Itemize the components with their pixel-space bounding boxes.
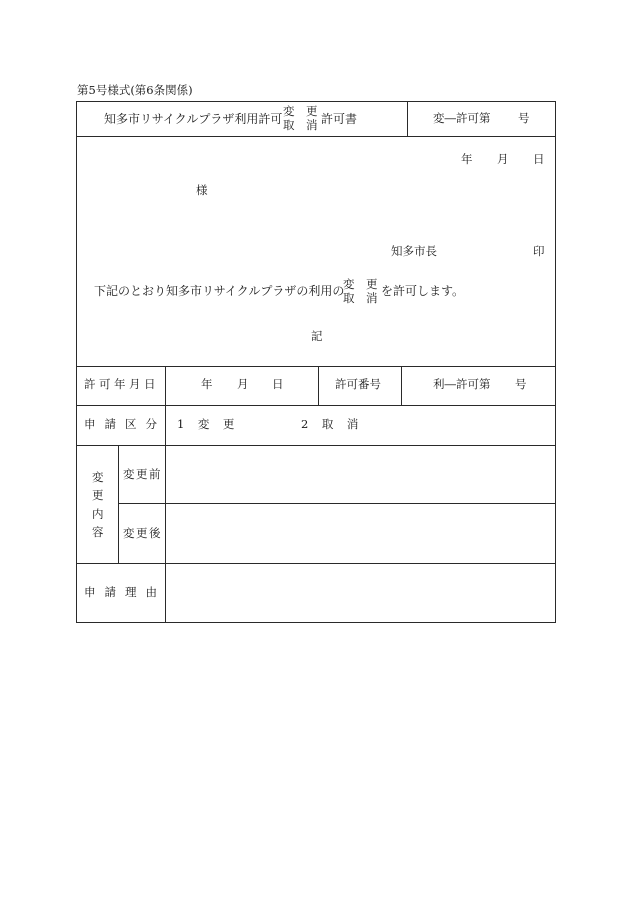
permit-date-day: 日 (272, 377, 284, 391)
change-content-char-2: 更 (92, 488, 104, 503)
notice-body-stack-top: 変 更 (343, 277, 378, 291)
permit-date-month: 月 (237, 377, 249, 391)
border-type-row-bottom (76, 445, 556, 446)
application-option-change: 1 変 更 (177, 417, 236, 431)
addressee-suffix: 様 (196, 183, 208, 197)
seal-mark: 印 (533, 244, 545, 258)
title-suffix: 許可書 (321, 112, 358, 126)
border-top (76, 101, 556, 102)
border-bottom (76, 622, 556, 623)
before-change-label: 変更前 (123, 467, 162, 481)
border-number-divider (401, 366, 402, 405)
border-change-row-bottom (76, 563, 556, 564)
notice-body-stack (343, 277, 378, 306)
border-date-divider (318, 366, 319, 405)
change-content-char-4: 容 (92, 525, 104, 540)
notice-body-stack-bottom: 取 消 (343, 291, 378, 306)
change-content-label (92, 468, 104, 542)
title-stack (283, 104, 318, 133)
border-label-column (165, 366, 166, 622)
border-change-sublabel (118, 445, 119, 563)
notice-date-year: 年 (461, 152, 473, 166)
permit-number-label: 許可番号 (335, 377, 381, 391)
border-header-divider (407, 101, 408, 136)
border-before-row-bottom (118, 503, 556, 504)
form-label: 第5号様式(第6条関係) (77, 83, 193, 97)
border-right (555, 101, 556, 622)
change-content-char-1: 変 (92, 470, 104, 484)
permit-no-label: 変―許可第 (433, 111, 491, 125)
border-notice-bottom (76, 366, 556, 367)
border-date-row-bottom (76, 405, 556, 406)
permit-no-unit: 号 (518, 111, 530, 125)
border-left (76, 101, 77, 622)
title-stack-top: 変 更 (283, 104, 318, 118)
permit-number-unit: 号 (515, 377, 527, 391)
title-stack-bottom: 取 消 (283, 118, 318, 133)
after-change-label: 変更後 (123, 526, 162, 540)
permit-number-value: 利―許可第 (433, 377, 491, 391)
border-header-bottom (76, 136, 556, 137)
application-type-label: 申請区分 (84, 417, 166, 431)
notice-body-suffix: を許可します。 (381, 284, 465, 298)
application-option-cancel: 2 取 消 (301, 417, 360, 431)
change-content-char-3: 内 (92, 506, 104, 521)
ki-mark: 記 (311, 329, 323, 343)
title-prefix: 知多市リサイクルプラザ利用許可 (104, 112, 283, 126)
notice-date-day: 日 (533, 152, 545, 166)
permit-date-year: 年 (201, 377, 213, 391)
permit-date-label: 許可年月日 (84, 377, 159, 391)
notice-body-prefix: 下記のとおり知多市リサイクルプラザの利用の (94, 284, 345, 298)
notice-date-month: 月 (497, 152, 509, 166)
issuer: 知多市長 (391, 244, 437, 258)
application-reason-label: 申請理由 (84, 585, 166, 599)
